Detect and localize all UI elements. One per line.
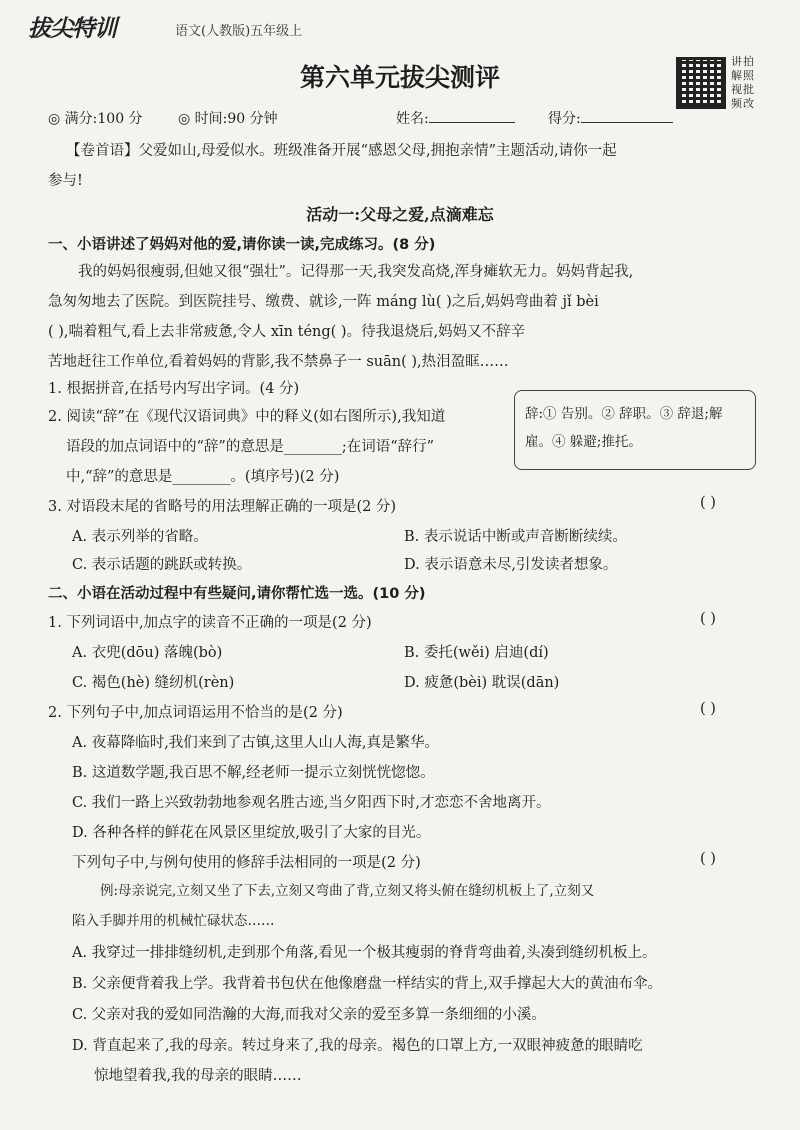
p2-question-2: 2. 下列句子中,加点词语运用不恰当的是(2 分) xyxy=(48,705,343,721)
option-a[interactable]: A. 衣兜(dōu) 落魄(bò) xyxy=(72,645,223,661)
intro-line-2: 参与! xyxy=(48,173,83,189)
option-b[interactable]: B. 表示说话中断或声音断断续续。 xyxy=(404,529,627,545)
option-b[interactable]: B. 委托(wěi) 启迪(dí) xyxy=(404,645,549,661)
intro-line-1: 【卷首语】父爱如山,母爱似水。班级准备开展“感恩父母,拥抱亲情”主题活动,请你一起 xyxy=(66,143,617,159)
qr-char: 批 xyxy=(743,83,754,96)
passage-line-2: 急匆匆地去了医院。到医院挂号、缴费、就诊,一阵 máng lù( )之后,妈妈弯曲着 jǐ bèi xyxy=(48,294,599,310)
name-label: 姓名: xyxy=(396,111,429,127)
passage-line-4: 苦地赶往工作单位,看着妈妈的背影,我不禁鼻子一 suān( ),热泪盈眶…… xyxy=(48,354,509,370)
option-d[interactable]: D. 各种各样的鲜花在风景区里绽放,吸引了大家的目光。 xyxy=(72,825,431,841)
p2-question-1: 1. 下列词语中,加点字的读音不正确的一项是(2 分) xyxy=(48,615,372,631)
qr-char: 改 xyxy=(743,97,754,110)
qr-char: 解 xyxy=(731,69,742,82)
option-c[interactable]: C. 褐色(hè) 缝纫机(rèn) xyxy=(72,675,235,691)
qr-caption-col-2 xyxy=(743,55,754,111)
dictionary-box: 辞:① 告别。② 辞职。③ 辞退;解雇。④ 躲避;推托。 xyxy=(514,390,756,470)
option-a[interactable]: A. 我穿过一排排缝纫机,走到那个角落,看见一个极其瘦弱的脊背弯曲着,头凑到缝纫机板上。 xyxy=(72,945,657,961)
answer-paren[interactable]: ( ) xyxy=(700,701,716,717)
score-blank[interactable] xyxy=(581,109,673,123)
part1-heading: 一、小语讲述了妈妈对他的爱,请你读一读,完成练习。(8 分) xyxy=(48,237,436,253)
score-label: 得分: xyxy=(548,111,581,127)
name-blank[interactable] xyxy=(429,109,515,123)
qr-char: 频 xyxy=(731,97,742,110)
score-field[interactable] xyxy=(548,108,673,128)
example-line-2: 陷入手脚并用的机械忙碌状态…… xyxy=(72,913,275,929)
p1-question-2-line-3: 中,“辞”的意思是________。(填序号)(2 分) xyxy=(66,469,340,485)
qr-char: 照 xyxy=(743,69,754,82)
p1-question-1: 1. 根据拼音,在括号内写出字词。(4 分) xyxy=(48,381,300,397)
qr-code-icon xyxy=(676,57,726,109)
option-d[interactable]: D. 背直起来了,我的母亲。转过身来了,我的母亲。褐色的口罩上方,一双眼神疲惫的眼睛吃 xyxy=(72,1038,643,1054)
passage-line-3: ( ),喘着粗气,看上去非常疲惫,令人 xīn téng( )。待我退烧后,妈妈又不辞辛 xyxy=(48,324,526,340)
answer-paren[interactable]: ( ) xyxy=(700,851,716,867)
name-field[interactable] xyxy=(396,108,515,128)
example-line-1: 例:母亲说完,立刻又坐了下去,立刻又弯曲了背,立刻又将头俯在缝纫机板上了,立刻又 xyxy=(100,883,595,899)
option-a[interactable]: A. 表示列举的省略。 xyxy=(72,529,208,545)
option-c[interactable]: C. 父亲对我的爱如同浩瀚的大海,而我对父亲的爱至多算一条细细的小溪。 xyxy=(72,1007,546,1023)
part2-heading: 二、小语在活动过程中有些疑问,请你帮忙选一选。(10 分) xyxy=(48,586,426,602)
answer-paren[interactable]: ( ) xyxy=(700,495,716,511)
activity-heading: 活动一:父母之爱,点滴难忘 xyxy=(306,205,494,224)
p2-question-3: 下列句子中,与例句使用的修辞手法相同的一项是(2 分) xyxy=(72,855,421,871)
option-c[interactable]: C. 表示话题的跳跃或转换。 xyxy=(72,557,252,573)
qr-char: 视 xyxy=(731,83,742,96)
p1-question-3: 3. 对语段末尾的省略号的用法理解正确的一项是(2 分) xyxy=(48,499,397,515)
option-b[interactable]: B. 父亲便背着我上学。我背着书包伏在他像磨盘一样结实的背上,双手撑起大大的黄油布伞。 xyxy=(72,976,662,992)
answer-paren[interactable]: ( ) xyxy=(700,611,716,627)
qr-char: 拍 xyxy=(743,55,754,68)
option-c[interactable]: C. 我们一路上兴致勃勃地参观名胜古迹,当夕阳西下时,才恋恋不舍地离开。 xyxy=(72,795,551,811)
page-title: 第六单元拔尖测评 xyxy=(299,63,500,92)
option-b[interactable]: B. 这道数学题,我百思不解,经老师一提示立刻恍恍惚惚。 xyxy=(72,765,435,781)
qr-char: 讲 xyxy=(731,55,742,68)
option-d-continued: 惊地望着我,我的母亲的眼睛…… xyxy=(94,1068,302,1084)
option-d[interactable]: D. 疲惫(bèi) 耽误(dān) xyxy=(404,675,560,691)
brand-logo: 拔尖特训 xyxy=(28,16,116,42)
p1-question-2-line-1: 2. 阅读“辞”在《现代汉语词典》中的释义(如右图所示),我知道 xyxy=(48,409,446,425)
subject-label: 语文(人教版)五年级上 xyxy=(175,24,303,39)
full-score: ◎ 满分:100 分 xyxy=(48,111,143,127)
qr-caption-col-1 xyxy=(731,55,742,111)
passage-line-1: 我的妈妈很瘦弱,但她又很“强壮”。记得那一天,我突发高烧,浑身瘫软无力。妈妈背起我, xyxy=(78,264,634,280)
option-a[interactable]: A. 夜幕降临时,我们来到了古镇,这里人山人海,真是繁华。 xyxy=(72,735,440,751)
p1-question-2-line-2: 语段的加点词语中的“辞”的意思是________;在词语“辞行” xyxy=(66,439,435,455)
option-d[interactable]: D. 表示语意未尽,引发读者想象。 xyxy=(404,557,618,573)
time-limit: ◎ 时间:90 分钟 xyxy=(178,111,278,127)
